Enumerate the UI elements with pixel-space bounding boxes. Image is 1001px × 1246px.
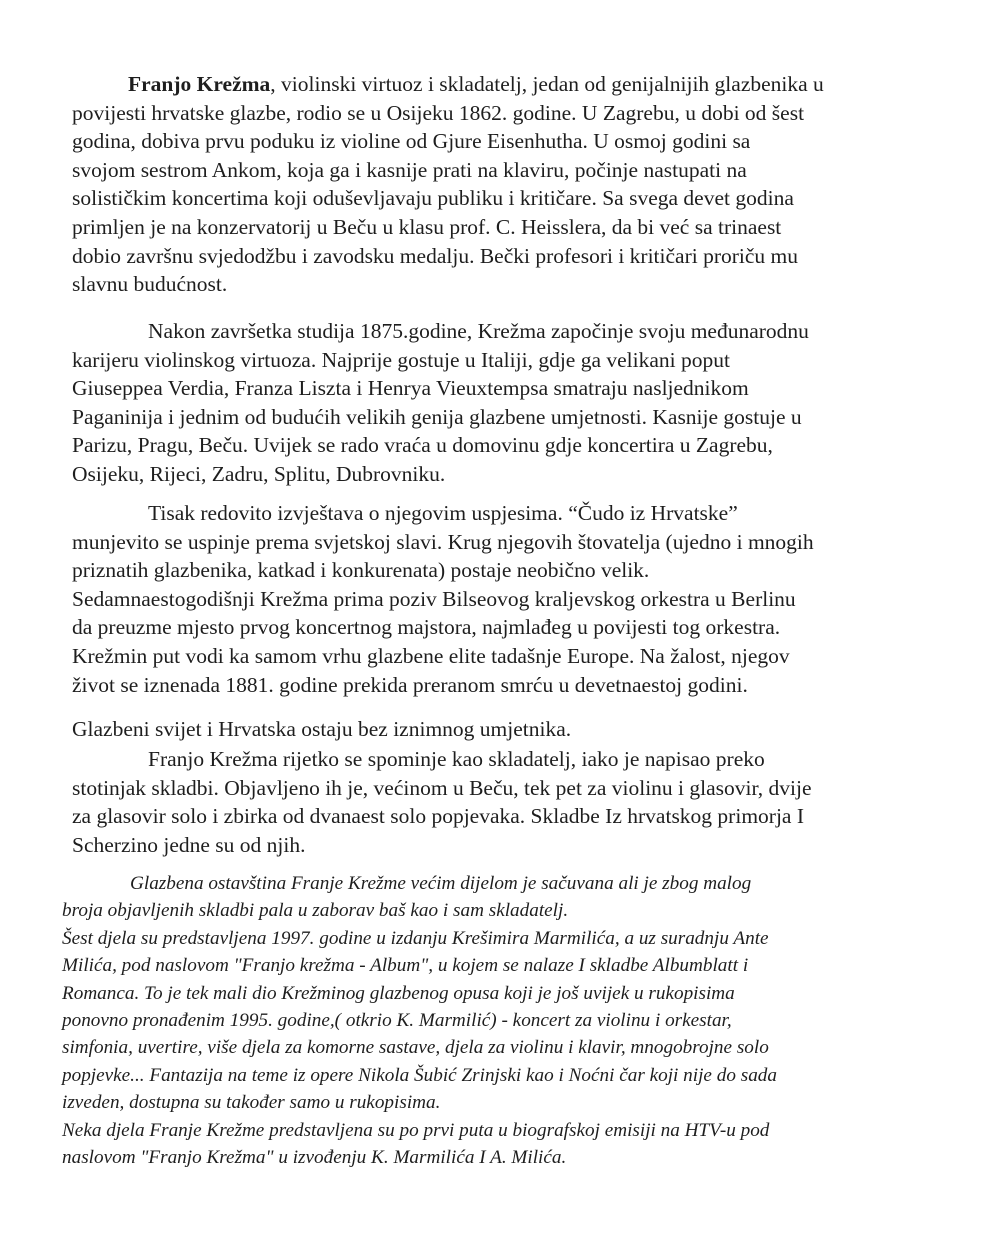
text-line: Sedamnaestogodišnji Krežma prima poziv Bilseovog kraljevskog orkestra u Berlinu [72,586,796,611]
note-line: Glazbena ostavština Franje Krežme većim dijelom je sačuvana ali je zbog malog [130,873,752,894]
text-line: karijeru violinskog virtuoza. Najprije gostuje u Italiji, gdje ga velikani poput [72,347,730,372]
text-line: Scherzino jedne su od njih. [72,832,306,857]
note-line: izveden, dostupna su također samo u rukopisima. [62,1092,441,1114]
text-line: stotinjak skladbi. Objavljeno ih je, većinom u Beču, tek pet za violinu i glasovir, dvije [72,775,812,800]
text-line: dobio završnu svjedodžbu i zavodsku medalju. Bečki profesori i kritičari proriču mu [72,243,799,268]
note-line: Romanca. To je tek mali dio Krežminog glazbenog opusa koji je još uvijek u rukopisima [62,982,735,1004]
text-line: Paganinija i jednim od budućih velikih genija glazbene umjetnosti. Kasnije gostuje u [72,404,802,429]
text-line: Franjo Krežma rijetko se spominje kao skladatelj, iako je napisao preko [148,747,765,771]
text-line: godina, dobiva prvu poduku iz violine od Gjure Eisenhutha. U osmoj godini sa [72,129,751,154]
text-line: Glazbeni svijet i Hrvatska ostaju bez iznimnog umjetnika. [72,717,572,741]
text-line: svojom sestrom Ankom, koja ga i kasnije prati na klaviru, počinje nastupati na [72,157,747,182]
note-line: broja objavljenih skladbi pala u zaborav baš kao i sam skladatelj. [62,900,569,922]
paragraph-international-career [72,317,932,489]
text-line: slavnu budućnost. [72,272,228,297]
text-line: Tisak redovito izvještava o njegovim uspjesima. “Čudo iz Hrvatske” [148,501,738,525]
text-line: priznatih glazbenika, katkad i konkurenata) postaje neobično velik. [72,558,650,583]
text-line: Nakon završetka studija 1875.godine, Krežma započinje svoju međunarodnu [148,319,809,343]
paragraph-biography-intro [72,70,932,299]
text-line: primljen je na konzervatorij u Beču u klasu prof. C. Heisslera, da bi već sa trinaest [72,214,782,239]
subject-name: Franjo Krežma [128,72,271,96]
text-line: da preuzme mjesto prvog koncertnog majstora, najmlađeg u povijesti tog orkestra. [72,615,781,640]
paragraph-loss [72,715,932,744]
note-line: Šest djela su predstavljena 1997. godine u izdanju Krešimira Marmilića, a uz suradnju Ante [62,927,769,949]
text-line: Osijeku, Rijeci, Zadru, Splitu, Dubrovniku. [72,461,446,486]
paragraph-composer [72,745,932,859]
note-line: simfonia, uvertire, više djela za komorne sastave, djela za violinu i klavir, mnogobrojne solo [62,1037,769,1059]
text-line: Giuseppea Verdia, Franza Liszta i Henrya Vieuxtempsa smatraju nasljednikom [72,376,749,401]
note-line: popjevke... Fantazija na teme iz opere Nikola Šubić Zrinjski kao i Noćni čar koji nije do sada [62,1064,777,1086]
text-line: život se iznenada 1881. godine prekida preranom smrću u devetnaestoj godini. [72,672,748,697]
note-line: Milića, pod naslovom "Franjo krežma - Album", u kojem se nalaze I skladbe Albumblatt i [62,955,749,977]
note-line: ponovno pronađenim 1995. godine,( otkrio K. Marmilić) - koncert za violinu i orkestar, [62,1010,732,1032]
text-line: Parizu, Pragu, Beču. Uvijek se rado vraća u domovinu gdje koncertira u Zagrebu, [72,433,773,458]
text-line: solističkim koncertima koji oduševljavaju publiku i kritičare. Sa svega devet godina [72,186,794,211]
note-line: naslovom "Franjo Krežma" u izvođenju K. Marmilića I A. Milića. [62,1147,567,1169]
note-line: Neka djela Franje Krežme predstavljena su po prvi puta u biografskoj emisiji na HTV-u pod [62,1119,770,1141]
paragraph-fame-and-death [72,499,932,699]
text-line: Franjo Krežma, violinski virtuoz i skladatelj, jedan od genijalnijih glazbenika u [128,72,824,96]
text-line: munjevito se uspinje prema svjetskoj slavi. Krug njegovih štovatelja (ujedno i mnogih [72,529,814,554]
text-line: Krežmin put vodi ka samom vrhu glazbene elite tadašnje Europe. Na žalost, njegov [72,643,790,668]
italic-notes-legacy [62,870,962,1171]
text-line: za glasovir solo i zbirka od dvanaest solo popjevaka. Skladbe Iz hrvatskog primorja I [72,804,804,829]
text-line: povijesti hrvatske glazbe, rodio se u Osijeku 1862. godine. U Zagrebu, u dobi od šest [72,100,805,125]
